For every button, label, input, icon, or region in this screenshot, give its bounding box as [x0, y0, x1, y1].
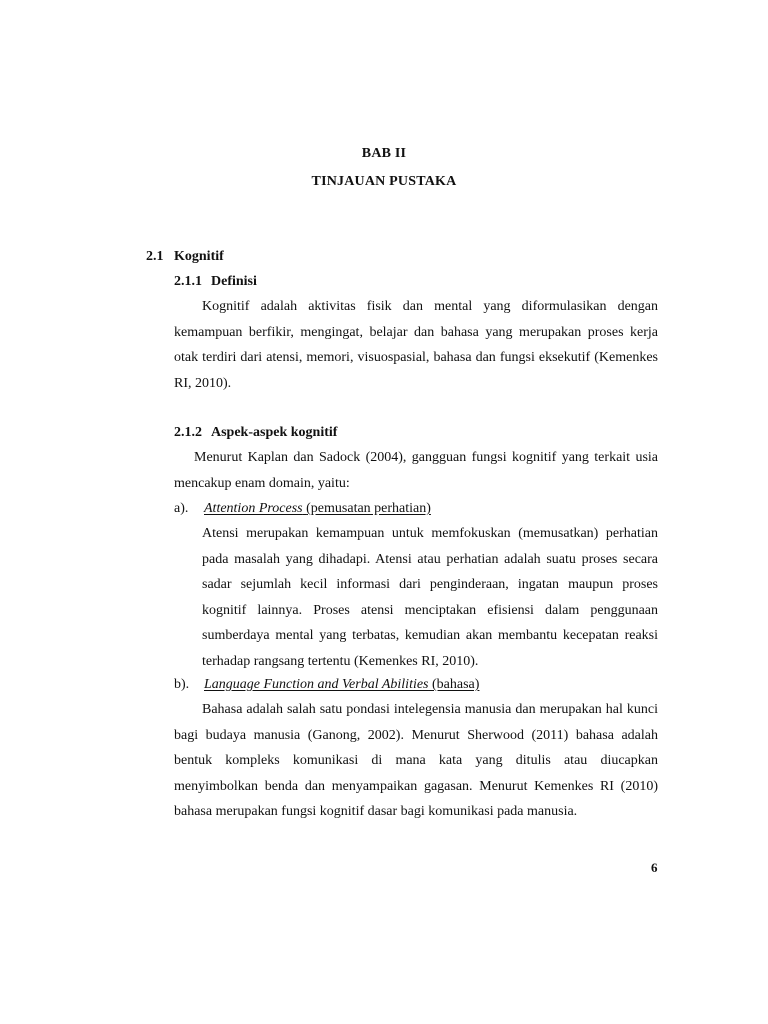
- list-item-label: [204, 677, 479, 693]
- section-2-1-2-title: Aspek-aspek kognitif: [211, 425, 338, 440]
- page-number: 6: [651, 860, 658, 875]
- list-item-gloss: (bahasa): [432, 677, 480, 692]
- section-2-1-title: Kognitif: [174, 249, 224, 264]
- section-2-1-2-number: 2.1.2: [174, 425, 202, 440]
- language-paragraph: Bahasa adalah salah satu pondasi intelegensia manusia dan merupakan hal kunci bagi budaya manusia (Ganong, 2002). Menurut Sherwood (2011) bahasa adalah bentuk kompleks komunikasi di mana kata yang ditulis atau diucapkan menyimbolkan benda dan menyampaikan gagasan. Menurut Kemenkes RI (2010) bahasa merupakan fungsi kognitif dasar bagi komunikasi pada manusia.: [174, 702, 658, 819]
- list-item-term: Attention Process: [204, 501, 303, 516]
- list-marker: b).: [174, 677, 190, 692]
- list-item-label: [204, 501, 431, 517]
- section-2-1-number: 2.1: [146, 249, 164, 264]
- chapter-title: TINJAUAN PUSTAKA: [311, 174, 457, 189]
- definition-paragraph: Kognitif adalah aktivitas fisik dan mental yang diformulasikan dengan kemampuan berfikir, mengingat, belajar dan bahasa yang merupakan proses kerja otak terdiri dari atensi, memori, visuospasial, bahasa dan fungsi eksekutif (Kemenkes RI, 2010).: [174, 299, 658, 391]
- list-item-gloss: (pemusatan perhatian): [306, 501, 431, 516]
- list-item-language: [174, 677, 658, 697]
- list-marker: a).: [174, 501, 189, 516]
- list-item-attention: [174, 501, 658, 521]
- section-2-1-1-heading: [174, 274, 257, 290]
- chapter-label: BAB II: [361, 146, 407, 161]
- section-2-1-2-heading: [174, 425, 337, 441]
- list-item-term: Language Function and Verbal Abilities: [204, 677, 429, 692]
- attention-paragraph: [202, 521, 658, 674]
- section-2-1-1-title: Definisi: [211, 274, 257, 289]
- attention-paragraph-text: Atensi merupakan kemampuan untuk memfokuskan (memusatkan) perhatian pada masalah yang dihadapi. Atensi atau perhatian adalah suatu proses secara sadar sejumlah kecil informasi dari penginderaan, ingatan maupun proses kognitif lainnya. Proses atensi menciptakan efisiensi dalam penggunaan sumberdaya mental yang terbatas, kemudian akan membantu kecepatan reaksi terhadap rangsang tertentu (Kemenkes RI, 2010).: [202, 526, 658, 669]
- section-2-1-heading: [146, 249, 224, 265]
- section-2-1-1-number: 2.1.1: [174, 274, 202, 289]
- aspects-intro-paragraph: Menurut Kaplan dan Sadock (2004), gangguan fungsi kognitif yang terkait usia mencakup enam domain, yaitu:: [174, 450, 658, 491]
